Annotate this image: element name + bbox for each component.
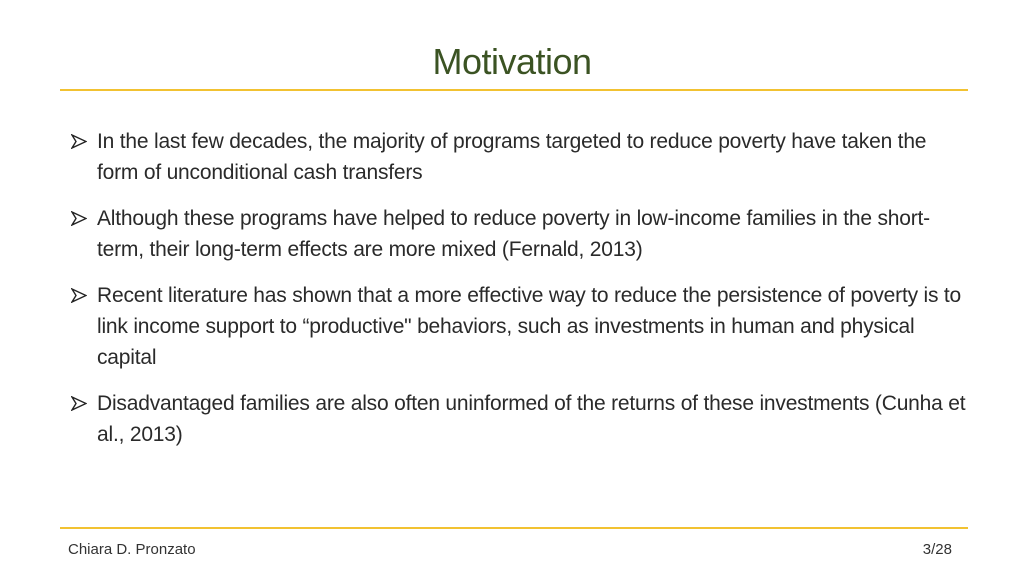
arrowhead-bullet-icon xyxy=(70,280,90,311)
bullet-text: Disadvantaged families are also often uninformed of the returns of these investments (Cunha et al., 2013) xyxy=(97,392,966,446)
arrowhead-bullet-icon xyxy=(70,203,90,234)
footer-author: Chiara D. Pronzato xyxy=(68,541,196,558)
bullet-item xyxy=(70,126,970,188)
arrowhead-bullet-icon xyxy=(70,126,90,157)
bullet-text: In the last few decades, the majority of programs targeted to reduce poverty have taken the form of unconditional cash transfers xyxy=(97,130,927,184)
bullet-item xyxy=(70,388,970,450)
bullet-item xyxy=(70,203,970,265)
arrowhead-bullet-icon xyxy=(70,388,90,419)
title-divider xyxy=(60,89,968,91)
bullet-list xyxy=(70,126,970,465)
slide-title: Motivation xyxy=(432,41,592,82)
footer-divider xyxy=(60,527,968,529)
bullet-text: Recent literature has shown that a more effective way to reduce the persistence of poverty is to link income support to “productive" behaviors, such as investments in human and physical capital xyxy=(97,284,962,369)
bullet-item xyxy=(70,280,970,373)
bullet-text: Although these programs have helped to reduce poverty in low-income families in the short-term, their long-term effects are more mixed (Fernald, 2013) xyxy=(97,207,930,261)
page-number: 3/28 xyxy=(922,541,952,558)
